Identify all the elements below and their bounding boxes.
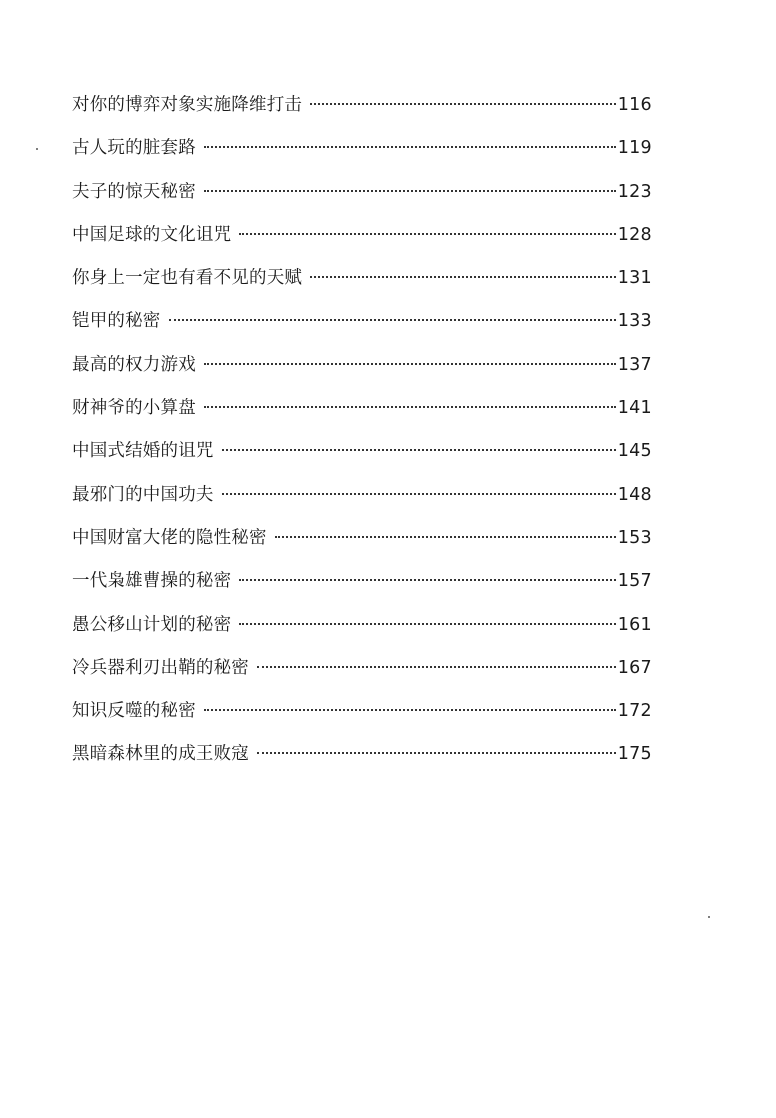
toc-entry-page: 116 [617, 95, 652, 115]
toc-entry[interactable] [72, 387, 652, 430]
toc-entry-title: 对你的博弈对象实施降维打击 [72, 95, 303, 115]
toc-entry-title: 中国足球的文化诅咒 [72, 224, 232, 245]
toc-entry-title: 古人玩的脏套路 [72, 138, 196, 159]
toc-entry[interactable] [72, 300, 652, 343]
toc-entry-title: 夫子的惊天秘密 [72, 181, 196, 202]
toc-entry[interactable] [72, 604, 652, 647]
toc-entry[interactable] [72, 127, 652, 170]
toc-entry-title: 铠甲的秘密 [72, 311, 161, 332]
dot-leader [275, 536, 616, 538]
toc-entry[interactable] [72, 214, 652, 257]
toc-entry[interactable] [72, 344, 652, 387]
dot-leader [257, 666, 616, 668]
scan-speck [36, 148, 38, 150]
dot-leader [222, 449, 616, 451]
toc-entry-title: 最高的权力游戏 [72, 354, 196, 375]
toc-entry-title: 财神爷的小算盘 [72, 398, 196, 419]
toc-entry[interactable] [72, 733, 652, 776]
toc-entry-title: 中国财富大佬的隐性秘密 [72, 527, 267, 548]
toc-entry-page: 133 [617, 311, 652, 332]
toc-entry[interactable] [72, 647, 652, 690]
toc-entry-title: 愚公移山计划的秘密 [72, 614, 232, 635]
toc-entry-title: 你身上一定也有看不见的天赋 [72, 268, 303, 289]
toc-entry-page: 172 [617, 701, 652, 722]
toc-entry[interactable] [72, 257, 652, 300]
dot-leader [310, 276, 616, 278]
dot-leader [204, 709, 616, 711]
dot-leader [310, 103, 616, 105]
toc-entry-page: 161 [617, 614, 652, 635]
dot-leader [204, 146, 616, 148]
toc-entry-page: 128 [617, 224, 652, 245]
toc-entry[interactable] [72, 690, 652, 733]
toc-entry-page: 137 [617, 354, 652, 375]
dot-leader [204, 190, 616, 192]
toc-entry-page: 123 [617, 181, 652, 202]
toc-entry-page: 141 [617, 398, 652, 419]
dot-leader [222, 493, 616, 495]
toc-entry-page: 119 [617, 138, 652, 159]
toc-entry-page: 131 [617, 268, 652, 289]
toc-entry[interactable] [72, 560, 652, 603]
dot-leader [169, 319, 616, 321]
toc-entry[interactable] [72, 171, 652, 214]
toc-entry-page: 145 [617, 441, 652, 462]
toc-entry-page: 157 [617, 571, 652, 592]
toc-entry-page: 167 [617, 657, 652, 678]
scan-speck [708, 916, 710, 918]
table-of-contents [72, 84, 652, 777]
toc-entry-title: 知识反噬的秘密 [72, 701, 196, 722]
toc-entry[interactable] [72, 84, 652, 127]
dot-leader [257, 752, 616, 754]
dot-leader [204, 363, 616, 365]
toc-entry[interactable] [72, 474, 652, 517]
dot-leader [239, 233, 615, 235]
dot-leader [239, 623, 615, 625]
toc-entry-title: 最邪门的中国功夫 [72, 484, 214, 505]
toc-entry[interactable] [72, 517, 652, 560]
dot-leader [239, 579, 615, 581]
toc-entry-title: 中国式结婚的诅咒 [72, 441, 214, 462]
toc-entry-page: 153 [617, 527, 652, 548]
toc-entry-title: 冷兵器利刃出鞘的秘密 [72, 657, 249, 678]
toc-entry-title: 一代枭雄曹操的秘密 [72, 571, 232, 592]
toc-entry-page: 148 [617, 484, 652, 505]
toc-entry-title: 黑暗森林里的成王败寇 [72, 744, 249, 765]
dot-leader [204, 406, 616, 408]
toc-entry[interactable] [72, 430, 652, 473]
toc-entry-page: 175 [617, 744, 652, 765]
